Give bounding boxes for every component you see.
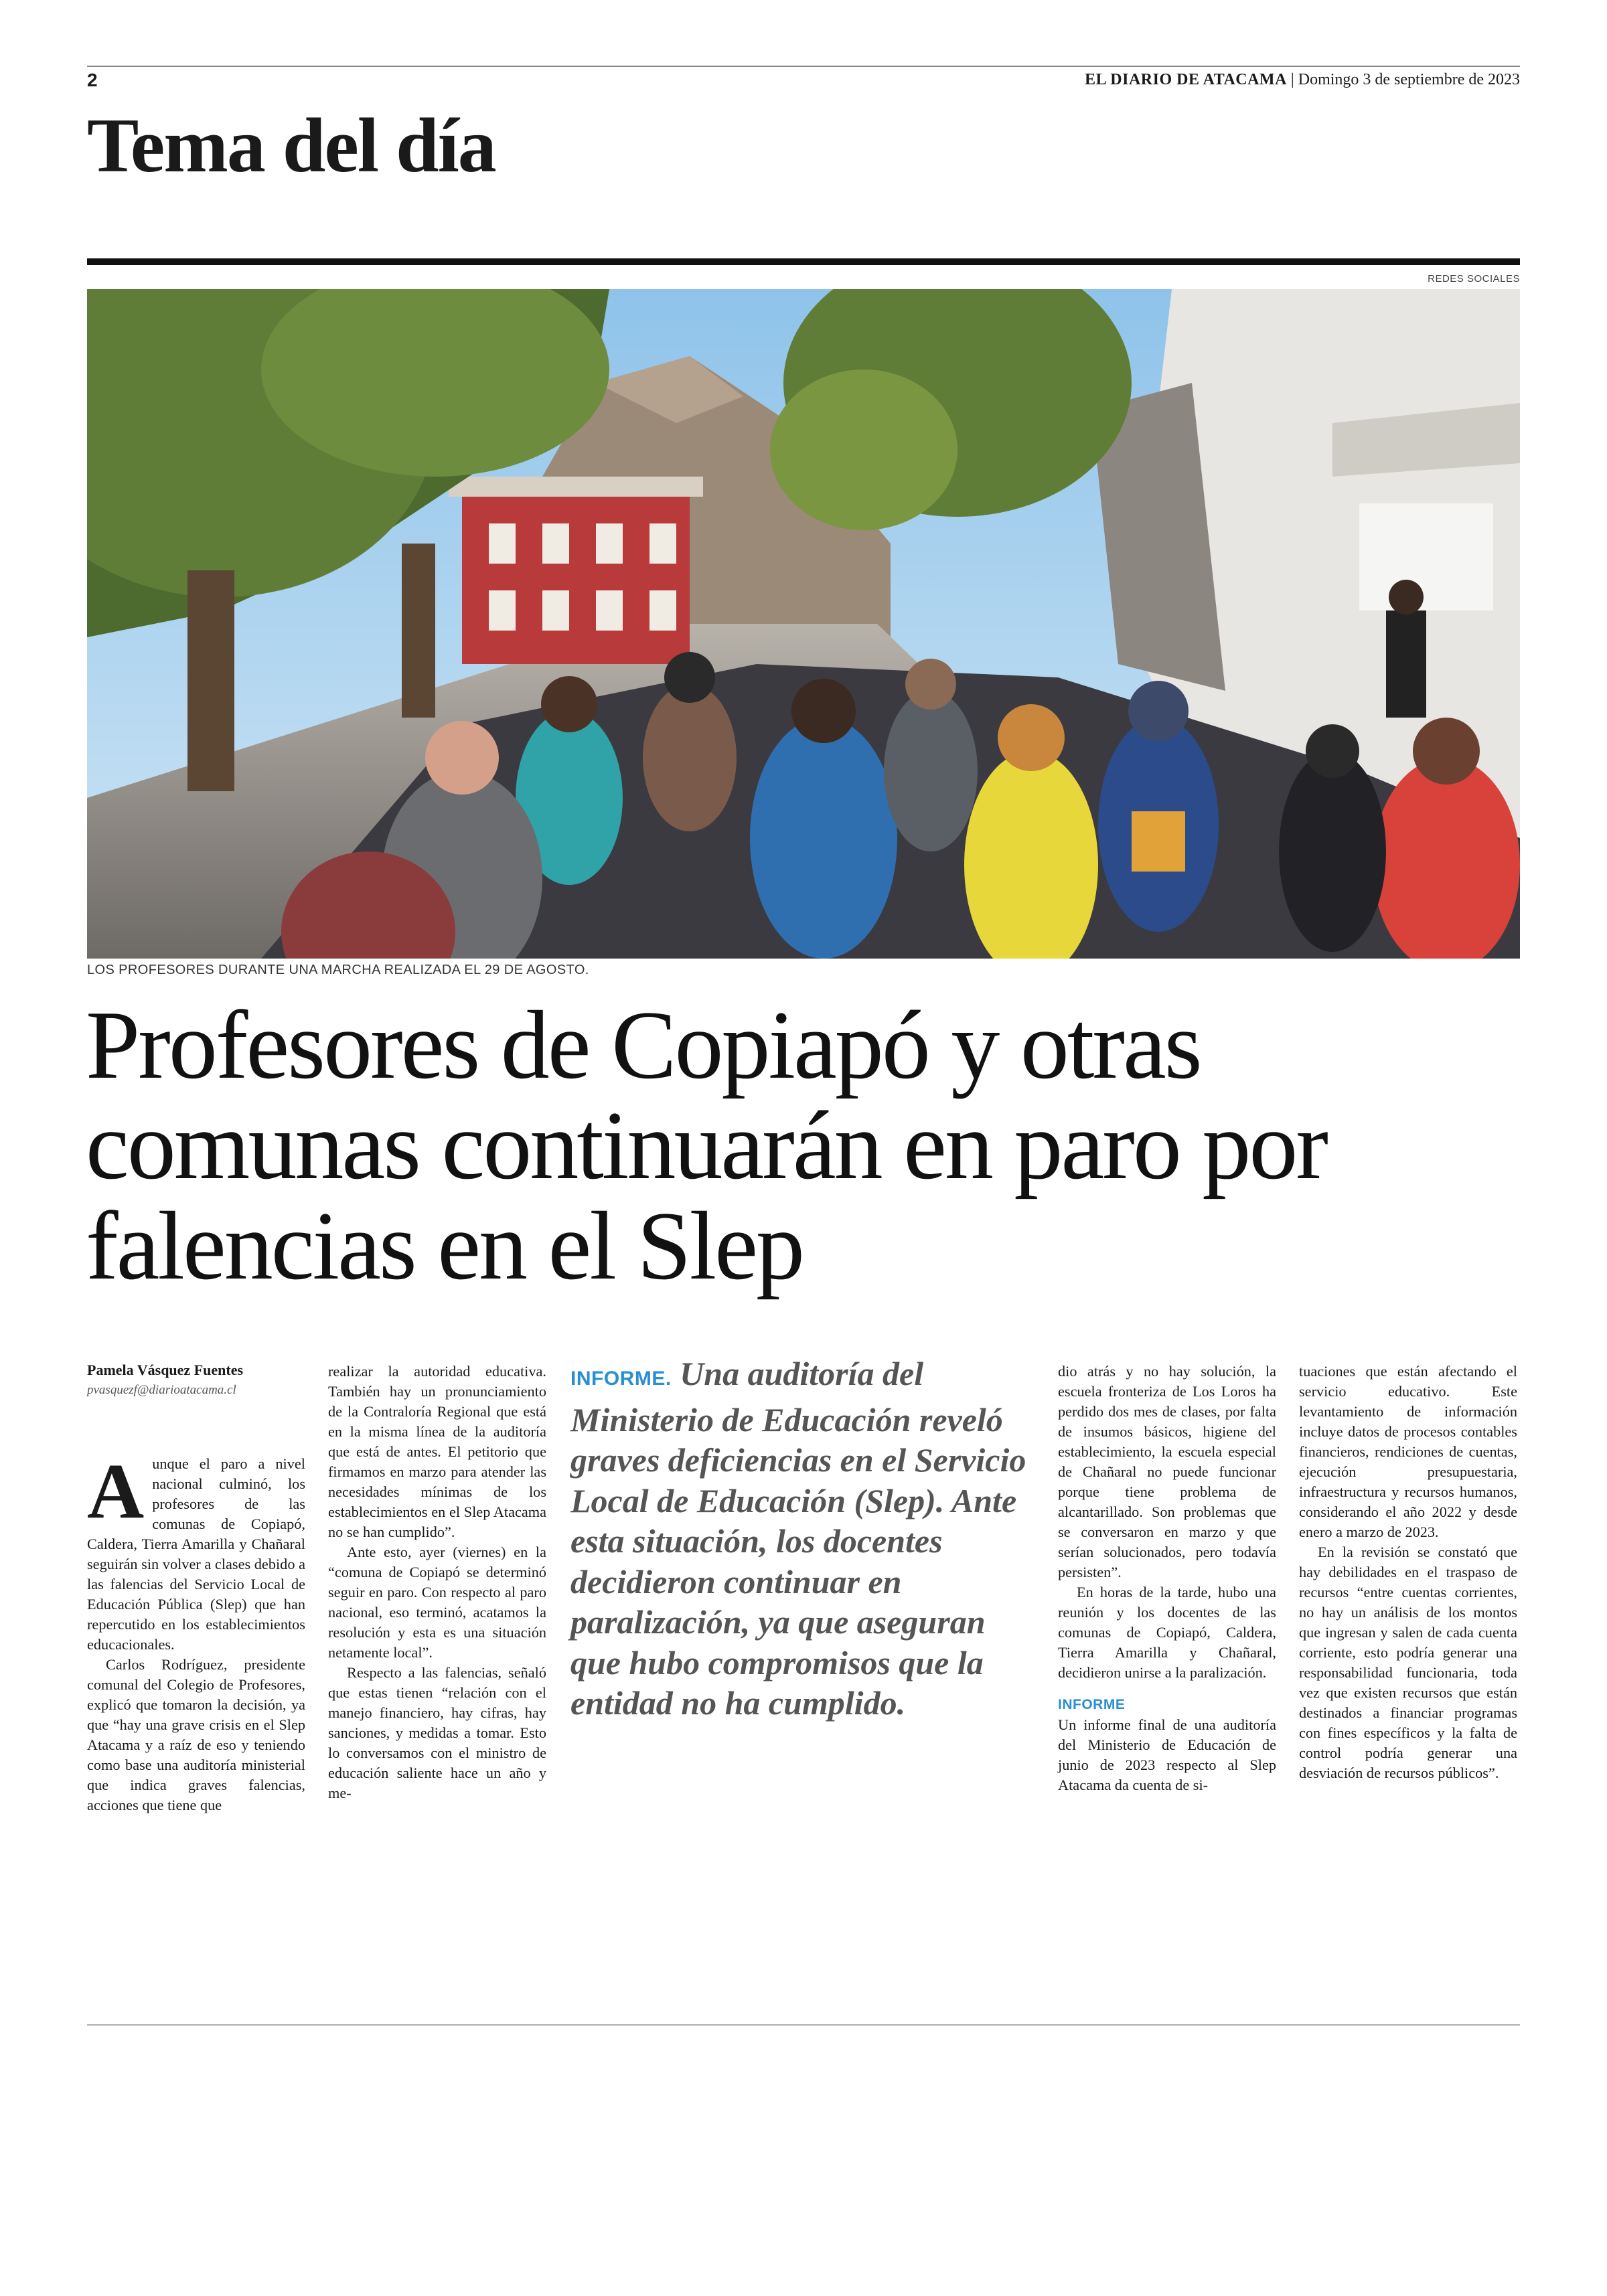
section-title: Tema del día	[87, 103, 495, 189]
page-number: 2	[87, 70, 98, 90]
masthead	[1085, 71, 1520, 89]
drop-cap: A	[87, 1447, 145, 1535]
section-subhead: INFORME	[1058, 1697, 1126, 1712]
paragraph: En horas de la tarde, hubo una reunión y los docentes de las comunas de Copiapó, Caldera, Tierra Amarilla y Chañaral, decidieron unirse a la paralización.	[1058, 1584, 1276, 1681]
paragraph: Carlos Rodríguez, presidente comunal del Colegio de Profesores, explicó que tomaron la decisión, ya que “hay una grave crisis en el Slep Atacama y a raíz de eso y teniendo como base una auditoría ministerial que indica graves falencias, acciones que tiene que	[87, 1656, 305, 1813]
issue-date: Domingo 3 de septiembre de 2023	[1298, 71, 1520, 88]
protest-march-photo	[87, 289, 1520, 959]
author-email: pvasquezf@diarioatacama.cl	[87, 1383, 236, 1397]
author-name: Pamela Vásquez Fuentes	[87, 1362, 244, 1378]
paragraph: realizar la autoridad educativa. También hay un pronunciamiento de la Contraloría Regional que está en la misma línea de la auditoría que está de antes. El petitorio que firmamos en marzo para atender las necesidades mínimas de los establecimientos en el Slep Atacama no se han cumplido”.	[328, 1363, 546, 1540]
section-rule	[87, 258, 1520, 265]
paragraph: tuaciones que están afectando el servicio educativo. Este levantamiento de información incluye datos de procesos contables financieros, rendiciones de cuentas, ejecución presupuestaria, infraestructura y recursos humanos, considerando el año 2022 y desde enero a marzo de 2023.	[1299, 1363, 1517, 1540]
article-headline: Profesores de Copiapó y otras comunas continuarán en paro por falencias en el Slep	[86, 991, 1326, 1300]
byline	[87, 1362, 288, 1398]
article-column-1	[87, 1447, 305, 1815]
pull-quote-text: Una auditoría del Ministerio de Educación reveló graves deficiencias en el Servicio Local de Educación (Slep). Ante esta situación, los docentes decidieron continuar en paralización, ya que aseguran que hubo compromisos que la entidad no ha cumplido.	[570, 1355, 1026, 1722]
paragraph: Un informe final de una auditoría del Ministerio de Educación de junio de 2023 respecto al Slep Atacama da cuenta de si-	[1058, 1716, 1276, 1793]
photo-credit: REDES SOCIALES	[1428, 273, 1520, 284]
article-column-4	[1058, 1362, 1276, 1795]
paragraph: Respecto a las falencias, señaló que estas tienen “relación con el manejo financiero, hay cifras, hay sanciones, y medidas a tomar. Esto lo conversamos con el ministro de educación saliente hace un año y me-	[328, 1664, 546, 1801]
top-rule	[87, 66, 1520, 67]
paragraph-text: unque el paro a nivel nacional culminó, los profesores de las comunas de Copiapó, Caldera, Tierra Amarilla y Chañaral seguirán sin volver a clases debido a las falencias del Servicio Local de Educación Pública (Slep) que han repercutido en los establecimientos educacionales.	[87, 1455, 305, 1653]
masthead-separator: |	[1290, 71, 1294, 88]
paragraph: dio atrás y no hay solución, la escuela fronteriza de Los Loros ha perdido dos mes de clases, por falta de insumos básicos, higiene del establecimiento, la escuela especial de Chañaral no puede funcionar porque tiene problema de alcantarillado. Son problemas que se conversaron en marzo y que serían solucionados, pero todavía persisten”.	[1058, 1363, 1276, 1580]
article-column-5	[1299, 1362, 1517, 1783]
article-column-2	[328, 1362, 546, 1803]
pull-quote-tag: INFORME.	[570, 1368, 672, 1390]
paragraph	[87, 1447, 305, 1655]
publication-name: EL DIARIO DE ATACAMA	[1085, 71, 1287, 88]
pull-quote	[570, 1354, 1035, 1724]
photo-caption: LOS PROFESORES DURANTE UNA MARCHA REALIZADA EL 29 DE AGOSTO.	[87, 963, 589, 977]
paragraph: Ante esto, ayer (viernes) en la “comuna de Copiapó se determinó seguir en paro. Con respecto al paro nacional, eso terminó, acatamos la resolución y esta es una situación netamente local”.	[328, 1544, 546, 1661]
bottom-rule	[87, 2024, 1520, 2026]
paragraph: En la revisión se constató que hay debilidades en el traspaso de recursos “entre cuentas corrientes, no hay un análisis de los montos que ingresan y salen de cada cuenta corriente, esto podría generar una responsabilidad funcionaria, toda vez que existen recursos que están destinados a financiar programas con fines específicos y la falta de control podría generar una desviación de recursos públicos”.	[1299, 1544, 1517, 1781]
